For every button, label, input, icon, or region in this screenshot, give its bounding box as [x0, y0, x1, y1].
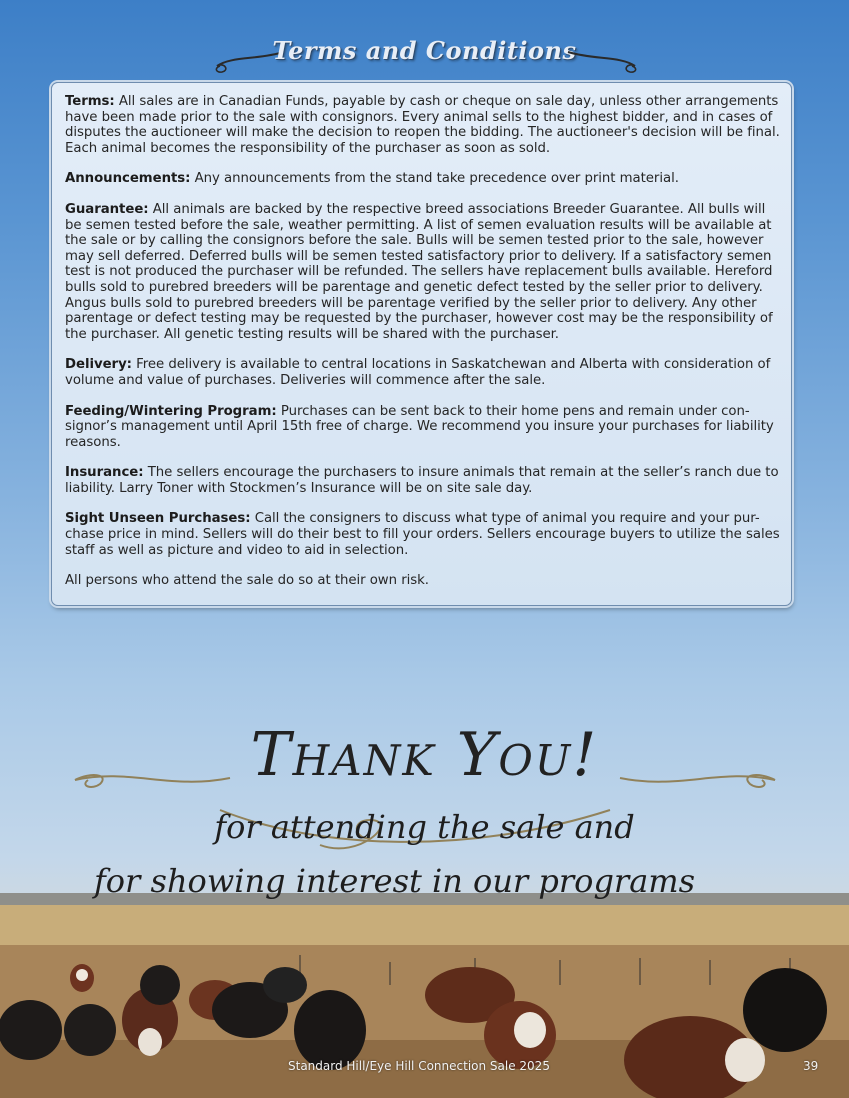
terms-heading-banner — [0, 30, 849, 80]
sight-unseen-text: Call the consigners to discuss what type of animal you require and your pur- chase price in mind. Sellers will do their best to fill your orders. Sellers encourage buyers to utilize the sales staff as well as picture and video to aid in selection. — [65, 511, 780, 558]
scroll-ornament-right-icon — [560, 30, 640, 80]
delivery-label: Delivery: — [65, 357, 132, 373]
feeding-text: Purchases can be sent back to their home pens and remain under con- signor’s management until April 15th free of charge. We recommend you insure your purchases for liability reasons. — [65, 403, 774, 450]
thank-you-line-2: for showing interest in our programs — [93, 862, 696, 900]
risk-paragraph — [65, 573, 782, 589]
feeding-paragraph — [65, 404, 782, 451]
insurance-text: The sellers encourage the purchasers to insure animals that remain at the seller’s ranch due to liability. Larry Toner with Stockmen’s Insurance will be on site sale day. — [65, 465, 779, 496]
guarantee-text: All animals are backed by the respective breed associations Breeder Guarantee. All bulls will be semen tested before the sale, weather permitting. A list of semen evaluation results will be available at the sale or by calling the consignors before the sale. Bulls will be semen tested prior to the sale, however may sell deferred. Deferred bulls will be semen tested satisfactory prior to delivery. If a satisfactory semen test is not produced the purchaser will be refunded. The sellers have replacement bulls available. Hereford bulls sold to purebred breeders will be parentage and genetic defect tested by the seller prior to delivery. Angus bulls sold to purebred breeders will be parentage verified by the seller prior to delivery. Any other parentage or defect testing may be requested by the purchaser, however cost may be the responsibility of the purchaser. All genetic testing results will be shared with the purchaser. — [65, 201, 773, 342]
sight-unseen-paragraph — [65, 511, 782, 558]
page-number: 39 — [803, 1059, 819, 1073]
insurance-label: Insurance: — [65, 465, 144, 481]
feeding-label: Feeding/Wintering Program: — [65, 403, 277, 419]
terms-text: All sales are in Canadian Funds, payable by cash or cheque on sale day, unless other arrangements have been made prior to the sale with consignors. Every animal sells to the highest bidder, and in cases of disputes the auctioneer will make the decision to reopen the bidding. The auctioneer's decision will be final. Each animal becomes the responsibility of the purchaser as soon as sold. — [65, 94, 780, 156]
delivery-text: Free delivery is available to central locations in Saskatchewan and Alberta with consideration of volume and value of purchases. Deliveries will commence after the sale. — [65, 357, 771, 388]
terms-label: Terms: — [65, 94, 115, 109]
insurance-paragraph — [65, 465, 782, 496]
guarantee-label: Guarantee: — [65, 201, 149, 217]
thank-you-line-1: for attending the sale and — [214, 808, 635, 846]
delivery-paragraph — [65, 357, 782, 388]
footer-publication: Standard Hill/Eye Hill Connection Sale 2025 — [288, 1059, 550, 1073]
terms-panel — [51, 82, 792, 606]
terms-paragraph — [65, 94, 782, 156]
terms-heading: Terms and Conditions — [272, 36, 577, 65]
thank-you-section — [0, 710, 849, 910]
guarantee-paragraph — [65, 202, 782, 342]
announcements-text: Any announcements from the stand take precedence over print material. — [190, 171, 679, 187]
announcements-paragraph — [65, 171, 782, 187]
sight-unseen-label: Sight Unseen Purchases: — [65, 511, 251, 527]
thank-you-title: Thank You! — [250, 720, 599, 790]
risk-text: All persons who attend the sale do so at their own risk. — [65, 573, 429, 589]
announcements-label: Announcements: — [65, 171, 191, 187]
